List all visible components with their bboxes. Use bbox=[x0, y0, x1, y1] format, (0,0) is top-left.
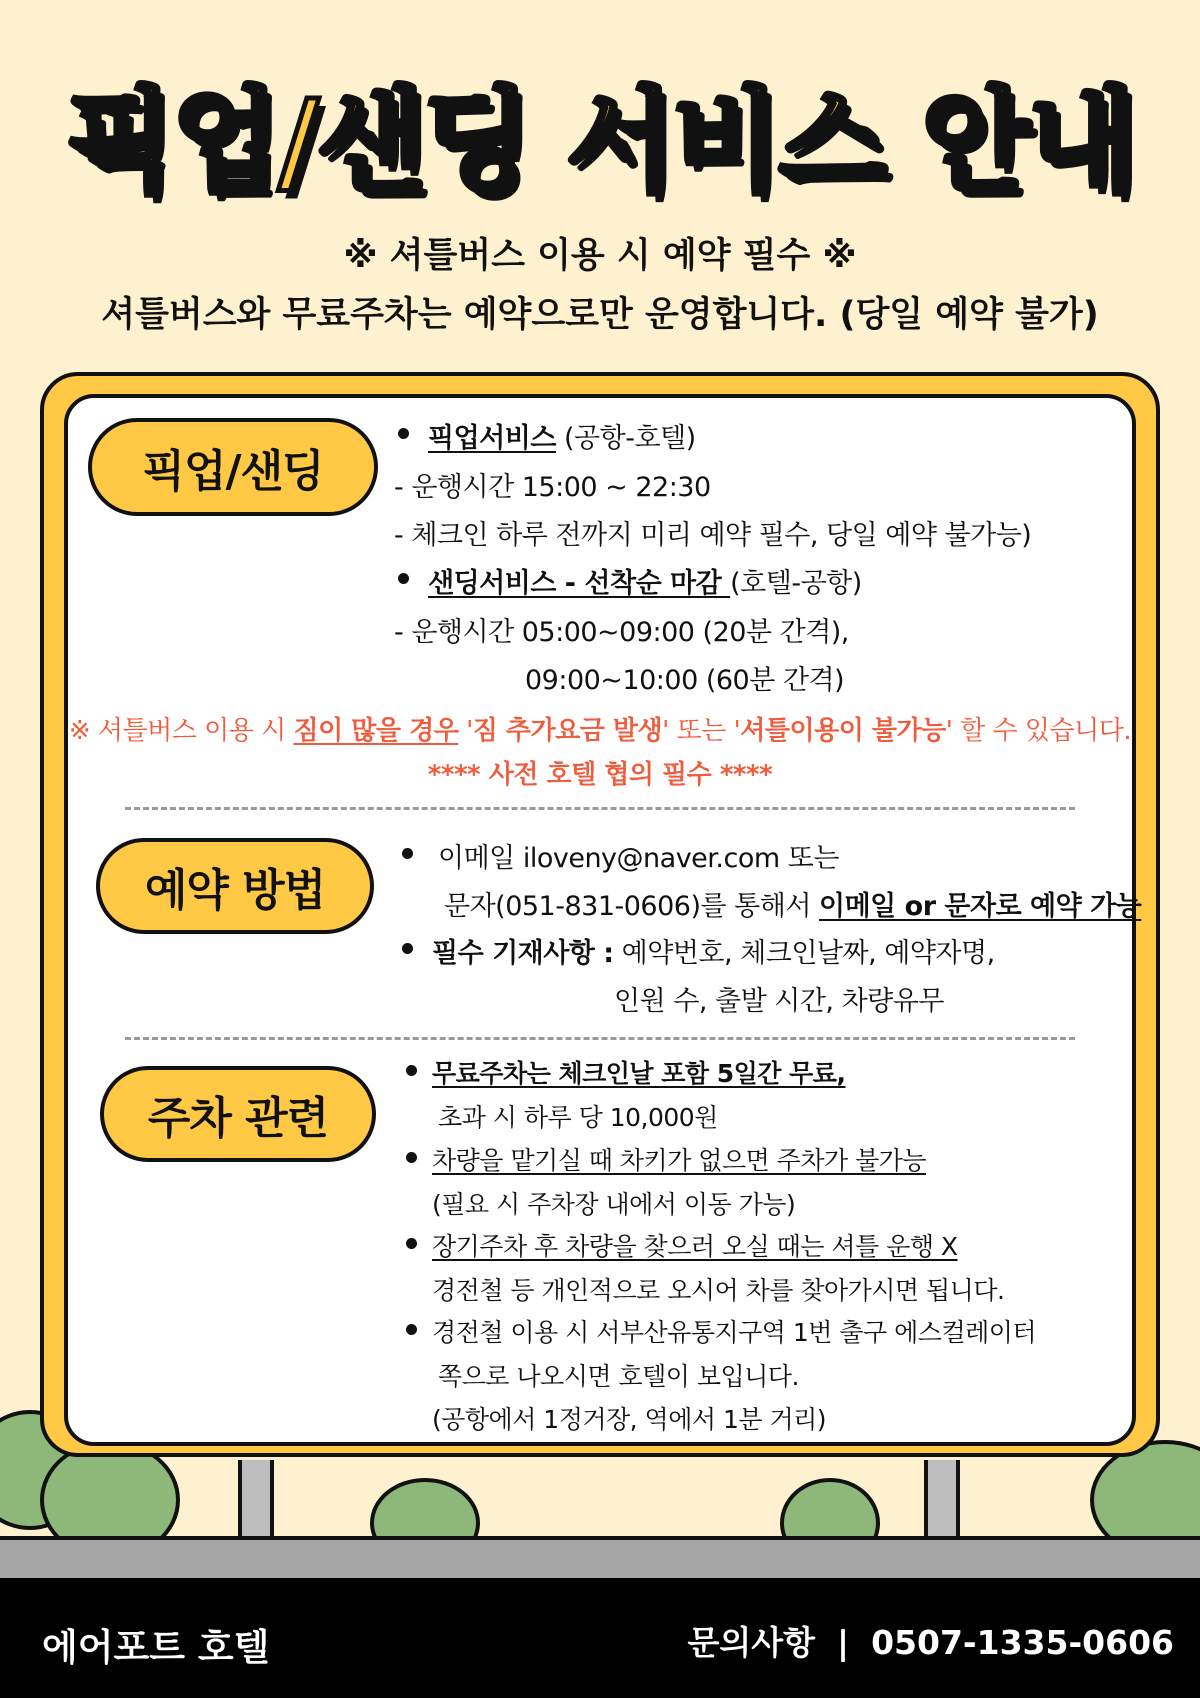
sending-service-line bbox=[428, 561, 862, 600]
car-key-rule-text: 차량을 맡기실 때 차키가 없으면 주차가 불가능 bbox=[432, 1146, 927, 1175]
consult-required-notice: **** 사전 호텔 협의 필수 **** bbox=[427, 760, 773, 790]
sign-post-left bbox=[238, 1460, 274, 1540]
long-term-parking bbox=[432, 1227, 958, 1263]
footer-contact bbox=[687, 1617, 1174, 1664]
sending-service-name: 샌딩서비스 - 선착순 마감 bbox=[428, 568, 731, 599]
luggage-notice-many-luggage: 짐이 많을 경우 bbox=[293, 716, 459, 746]
car-key-rule bbox=[432, 1141, 926, 1177]
parking-label: 주차 관련 bbox=[100, 1066, 376, 1162]
pickup-service-route: (공항-호텔) bbox=[555, 423, 696, 454]
overtime-fee: 초과 시 하루 당 10,000원 bbox=[438, 1103, 718, 1132]
long-term-parking-text: 장기주차 후 차량을 찾으러 오실 때는 셔틀 운행 X bbox=[432, 1232, 958, 1261]
pickup-sending-label: 픽업/샌딩 bbox=[88, 418, 378, 516]
free-parking-text: 무료주차는 체크인날 포함 5일간 무료, bbox=[432, 1059, 846, 1088]
bullet-icon bbox=[406, 1152, 417, 1163]
pickup-service-name: 픽업서비스 bbox=[428, 423, 556, 454]
luggage-notice-shuttle-unavailable: 셔틀이용이 불가능 bbox=[740, 716, 946, 746]
bullet-icon bbox=[402, 943, 413, 954]
bullet-icon bbox=[406, 1324, 417, 1335]
bullet-icon bbox=[398, 573, 409, 584]
required-fields-line bbox=[432, 931, 995, 970]
reservation-method-label: 예약 방법 bbox=[96, 838, 374, 934]
light-rail-1: 경전철 이용 시 서부산유통지구역 1번 출구 에스컬레이터 bbox=[432, 1318, 1037, 1347]
reservation-email-line: 이메일 iloveny@naver.com 또는 bbox=[438, 843, 839, 874]
reservation-channel-emphasis: 이메일 or 문자로 예약 가능 bbox=[819, 891, 1142, 922]
hotel-name: 에어포트 호텔 bbox=[42, 1626, 270, 1669]
sending-service-route: (호텔-공항) bbox=[730, 568, 862, 599]
reservation-sms-prefix: 문자(051-831-0606)를 통해서 bbox=[444, 891, 819, 922]
reservation-only-notice: 셔틀버스와 무료주차는 예약으로만 운영합니다. (당일 예약 불가) bbox=[101, 295, 1099, 335]
required-fields-label: 필수 기재사항 : bbox=[432, 938, 614, 969]
light-rail-3: (공항에서 1정거장, 역에서 1분 거리) bbox=[432, 1405, 827, 1434]
luggage-notice-or: ' 또는 ' bbox=[662, 716, 741, 746]
car-key-note: (필요 시 주차장 내에서 이동 가능) bbox=[432, 1190, 796, 1219]
light-rail-2: 쪽으로 나오시면 호텔이 보입니다. bbox=[438, 1362, 799, 1391]
pickup-reservation-note: - 체크인 하루 전까지 미리 예약 필수, 당일 예약 불가능) bbox=[394, 520, 1032, 551]
page-title: 픽업/샌딩 서비스 안내 bbox=[65, 77, 1135, 207]
sending-hours-1: - 운행시간 05:00~09:00 (20분 간격), bbox=[394, 617, 849, 648]
contact-phone[interactable]: 0507-1335-0606 bbox=[871, 1623, 1174, 1662]
inquiry-label: 문의사항 bbox=[687, 1623, 815, 1662]
required-fields-items: 예약번호, 체크인날짜, 예약자명, bbox=[613, 938, 995, 969]
bullet-icon bbox=[398, 428, 409, 439]
footer-separator: | bbox=[837, 1623, 850, 1662]
luggage-notice bbox=[0, 710, 1200, 747]
required-fields-items-2: 인원 수, 출발 시간, 차량유무 bbox=[614, 986, 944, 1017]
section-divider bbox=[125, 807, 1075, 810]
reservation-required-notice: ※ 셔틀버스 이용 시 예약 필수 ※ bbox=[343, 236, 857, 276]
bullet-icon bbox=[406, 1065, 417, 1076]
luggage-notice-prefix: ※ 셔틀버스 이용 시 bbox=[68, 716, 294, 746]
free-parking bbox=[432, 1054, 845, 1090]
sending-hours-2: 09:00~10:00 (60분 간격) bbox=[525, 665, 845, 696]
long-term-note: 경전철 등 개인적으로 오시어 차를 찾아가시면 됩니다. bbox=[432, 1276, 1005, 1305]
luggage-notice-suffix: ' 할 수 있습니다. bbox=[945, 716, 1132, 746]
reservation-sms-line bbox=[444, 884, 1141, 923]
luggage-notice-quote: ' bbox=[458, 716, 473, 746]
road bbox=[0, 1536, 1200, 1578]
bullet-icon bbox=[406, 1238, 417, 1249]
bullet-icon bbox=[402, 848, 413, 859]
pickup-hours: - 운행시간 15:00 ~ 22:30 bbox=[394, 472, 711, 503]
sign-post-right bbox=[924, 1460, 960, 1540]
pickup-service-line bbox=[428, 416, 696, 455]
luggage-notice-extra-charge: 짐 추가요금 발생 bbox=[472, 716, 663, 746]
section-divider bbox=[125, 1037, 1075, 1040]
